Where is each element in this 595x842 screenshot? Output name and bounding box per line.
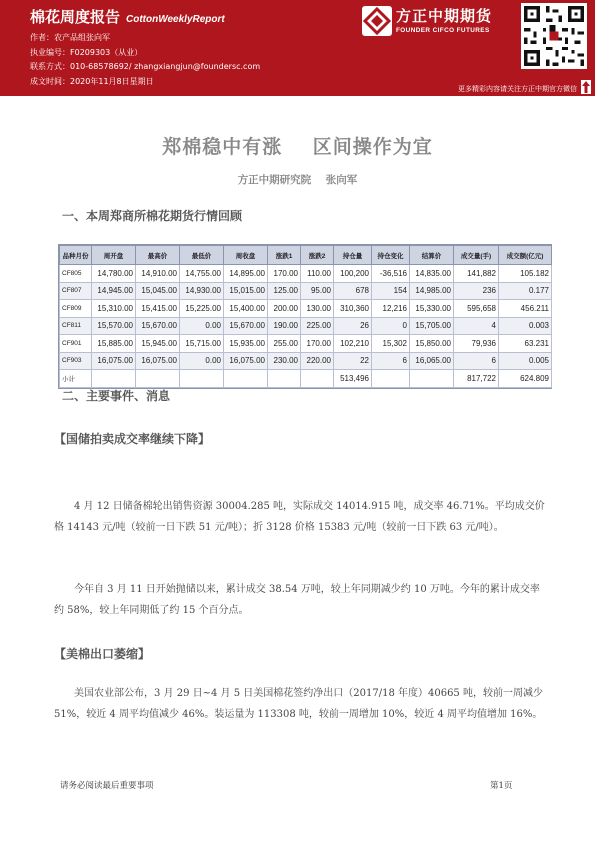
- table-cell: 0.177: [499, 282, 552, 300]
- column-header: 成交额(亿元): [499, 246, 552, 265]
- table-cell: 15,225.00: [180, 300, 224, 318]
- column-header: 周收盘: [224, 246, 268, 265]
- table-cell: 16,075.00: [224, 352, 268, 370]
- table-cell: 817,722: [454, 370, 499, 388]
- table-cell: 6: [372, 352, 410, 370]
- table-row: [60, 300, 552, 318]
- contract-cell: CF903: [60, 352, 92, 370]
- section-heading-events: 二、主要事件、消息: [62, 389, 171, 403]
- subhead-us-export: 【美棉出口萎缩】: [54, 647, 151, 661]
- brand-name-en: FOUNDER CIFCO FUTURES: [396, 27, 490, 34]
- brand-name-cn: 方正中期期货: [396, 7, 493, 25]
- license-line: 执业编号：F0209303（从业）: [30, 47, 143, 57]
- table-cell: 513,496: [334, 370, 372, 388]
- page-number: 第1页: [490, 781, 513, 791]
- table-cell: [136, 370, 180, 388]
- table-row: [60, 317, 552, 335]
- table-cell: 15,570.00: [92, 317, 136, 335]
- table-cell: 154: [372, 282, 410, 300]
- table-cell: 15,670.00: [136, 317, 180, 335]
- column-header: 涨跌2: [301, 246, 334, 265]
- column-header: 周开盘: [92, 246, 136, 265]
- table-cell: 14,780.00: [92, 265, 136, 283]
- contract-cell: CF809: [60, 300, 92, 318]
- table-cell: 170.00: [268, 265, 301, 283]
- table-cell: 100,200: [334, 265, 372, 283]
- futures-table: [58, 244, 552, 389]
- table-cell: 15,302: [372, 335, 410, 353]
- document-title: 郑棉稳中有涨 区间操作为宜: [162, 136, 433, 158]
- table-cell: 105.182: [499, 265, 552, 283]
- table-cell: 14,755.00: [180, 265, 224, 283]
- column-header: 品种月份: [60, 246, 92, 265]
- column-header: 持仓量: [334, 246, 372, 265]
- table-cell: 15,015.00: [224, 282, 268, 300]
- table-cell: 190.00: [268, 317, 301, 335]
- contract-cell: CF805: [60, 265, 92, 283]
- table-cell: 16,075.00: [92, 352, 136, 370]
- table-cell: 15,415.00: [136, 300, 180, 318]
- table-cell: 79,936: [454, 335, 499, 353]
- wechat-tagline: 更多精彩内容请关注方正中期官方微信: [458, 85, 577, 93]
- table-cell: 102,210: [334, 335, 372, 353]
- table-cell: 200.00: [268, 300, 301, 318]
- table-cell: 15,400.00: [224, 300, 268, 318]
- brand: [362, 4, 512, 44]
- table-cell: 225.00: [301, 317, 334, 335]
- table-cell: 15,670.00: [224, 317, 268, 335]
- table-cell: 220.00: [301, 352, 334, 370]
- founder-logo-icon: [362, 6, 392, 36]
- table-cell: 16,075.00: [136, 352, 180, 370]
- author-info: [30, 31, 260, 89]
- table-cell: 130.00: [301, 300, 334, 318]
- author-line: 作者：农产品组张向军: [30, 33, 110, 42]
- table-cell: 678: [334, 282, 372, 300]
- table-cell: 624.809: [499, 370, 552, 388]
- column-header: 最低价: [180, 246, 224, 265]
- table-cell: 4: [454, 317, 499, 335]
- column-header: 成交量(手): [454, 246, 499, 265]
- contract-cell: CF901: [60, 335, 92, 353]
- table-row: [60, 282, 552, 300]
- table-cell: 14,930.00: [180, 282, 224, 300]
- report-title: [30, 6, 225, 27]
- table-cell: 236: [454, 282, 499, 300]
- table-cell: 230.00: [268, 352, 301, 370]
- table-cell: -36,516: [372, 265, 410, 283]
- report-title-cn: 棉花周度报告: [30, 8, 121, 26]
- subhead-reserve-auction: 【国储拍卖成交率继续下降】: [54, 432, 211, 446]
- table-cell: 15,935.00: [224, 335, 268, 353]
- table-cell: 0.003: [499, 317, 552, 335]
- header-banner: [0, 0, 595, 96]
- table-cell: 14,910.00: [136, 265, 180, 283]
- table-cell: 22: [334, 352, 372, 370]
- table-cell: 15,885.00: [92, 335, 136, 353]
- table-cell: 595,658: [454, 300, 499, 318]
- table-cell: 95.00: [301, 282, 334, 300]
- table-cell: [268, 370, 301, 388]
- table-cell: [372, 370, 410, 388]
- table-cell: 16,065.00: [410, 352, 454, 370]
- table-cell: 63.231: [499, 335, 552, 353]
- table-cell: 12,216: [372, 300, 410, 318]
- column-header: 涨跌1: [268, 246, 301, 265]
- table-cell: 14,945.00: [92, 282, 136, 300]
- document-author: 方正中期研究院 张向军: [237, 174, 358, 186]
- table-row: [60, 370, 552, 388]
- table-cell: 170.00: [301, 335, 334, 353]
- section-heading-market-review: 一、本周郑商所棉花期货行情回顾: [62, 209, 243, 223]
- table-row: [60, 352, 552, 370]
- table-cell: 15,850.00: [410, 335, 454, 353]
- footer-disclaimer-note: 请务必阅读最后重要事项: [60, 781, 154, 791]
- table-cell: 14,835.00: [410, 265, 454, 283]
- table-cell: 141,882: [454, 265, 499, 283]
- table-cell: 15,945.00: [136, 335, 180, 353]
- table-cell: 0.005: [499, 352, 552, 370]
- paragraph-auction-result: 4 月 12 日储备棉轮出销售资源 30004.285 吨，实际成交 14014.915 吨，成交率 46.71%。平均成交价格 14143 元/吨（较前一日下跌 51 元/吨）；折 3128 价格 15383 元/吨（较前一日下跌 63 元/吨）。: [54, 501, 545, 533]
- table-cell: [224, 370, 268, 388]
- contract-cell: CF811: [60, 317, 92, 335]
- table-cell: 0.00: [180, 317, 224, 335]
- column-header: 最高价: [136, 246, 180, 265]
- paragraph-us-export: 美国农业部公布，3 月 29 日~4 月 5 日美国棉花签约净出口（2017/18 年度）40665 吨，较前一周减少 51%，较近 4 周平均值减少 46%。装运量为 113308 吨，较前一周增加 10%，较近 4 周平均值增加 16%。: [54, 688, 543, 720]
- table-cell: 0.00: [180, 352, 224, 370]
- column-header: 结算价: [410, 246, 454, 265]
- table-cell: [410, 370, 454, 388]
- table-cell: 15,705.00: [410, 317, 454, 335]
- table-cell: 255.00: [268, 335, 301, 353]
- qr-code-icon: [521, 3, 587, 69]
- contact-line: 联系方式：010-68578692/ zhangxiangjun@foundersc.com: [30, 62, 261, 71]
- table-cell: 0: [372, 317, 410, 335]
- table-cell: [301, 370, 334, 388]
- table-cell: 14,895.00: [224, 265, 268, 283]
- table-cell: 125.00: [268, 282, 301, 300]
- table-row: [60, 265, 552, 283]
- table-cell: 310,360: [334, 300, 372, 318]
- table-cell: 15,330.00: [410, 300, 454, 318]
- report-title-en: CottonWeeklyReport: [126, 14, 225, 25]
- contract-cell: 小计: [60, 370, 92, 388]
- date-line: 成文时间：2020年11月8日星期日: [30, 76, 154, 86]
- paragraph-auction-cumulative: 今年自 3 月 11 日开始抛储以来，累计成交 38.54 万吨，较上年同期减少约 10 万吨。今年的累计成交率约 58%，较上年同期低了约 15 个百分点。: [54, 584, 540, 616]
- table-cell: 456.211: [499, 300, 552, 318]
- table-cell: [92, 370, 136, 388]
- table-header-row: [60, 246, 552, 265]
- table-row: [60, 335, 552, 353]
- table-cell: 15,715.00: [180, 335, 224, 353]
- table-cell: 110.00: [301, 265, 334, 283]
- arrow-up-icon: [581, 80, 591, 94]
- table-cell: 26: [334, 317, 372, 335]
- table-cell: [180, 370, 224, 388]
- table-cell: 6: [454, 352, 499, 370]
- table-cell: 15,045.00: [136, 282, 180, 300]
- column-header: 持仓变化: [372, 246, 410, 265]
- table-cell: 15,310.00: [92, 300, 136, 318]
- table-cell: 14,985.00: [410, 282, 454, 300]
- contract-cell: CF807: [60, 282, 92, 300]
